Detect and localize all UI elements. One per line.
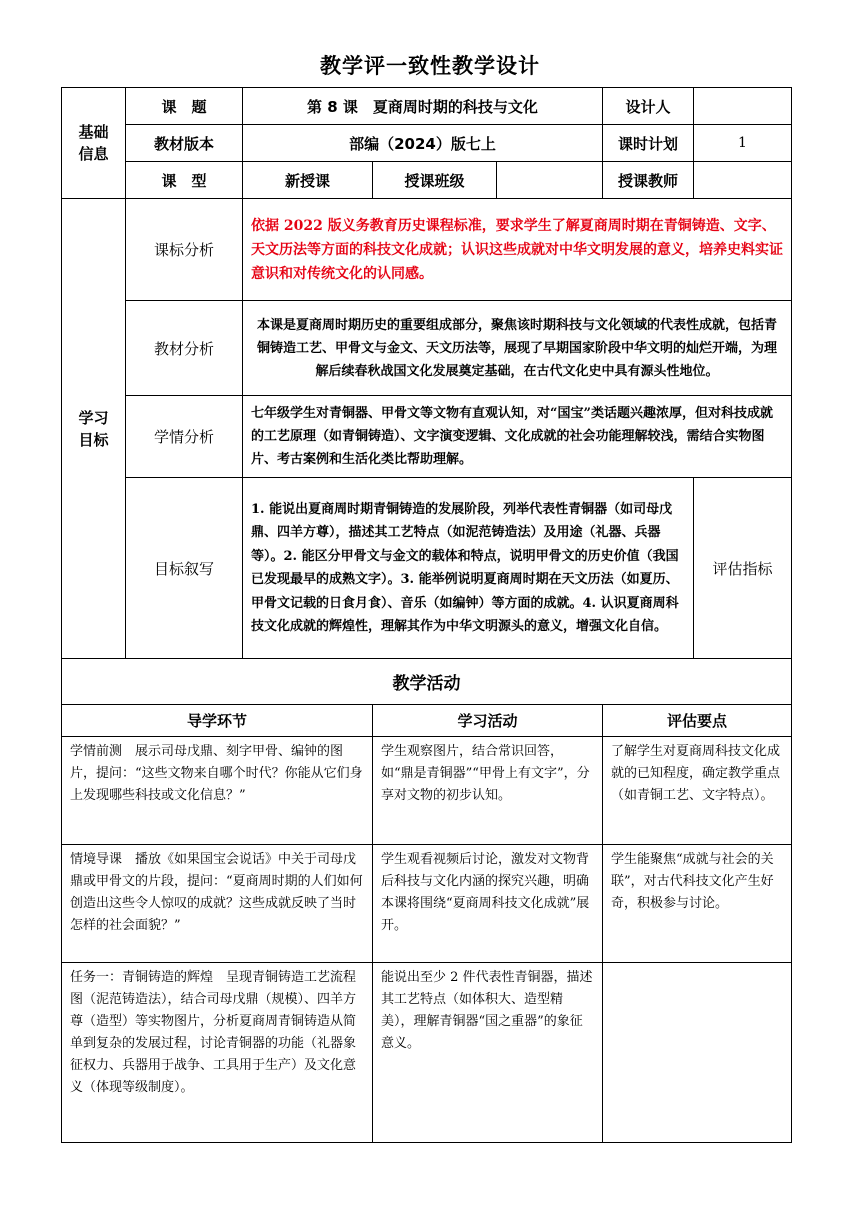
designer-value — [694, 88, 792, 125]
textbook-version-label: 教材版本 — [126, 125, 243, 162]
textbook-version-value: 部编（2024）版七上 — [243, 125, 603, 162]
assessment-cell — [603, 963, 792, 1143]
basic-row-3 — [62, 162, 792, 199]
table-row — [62, 963, 792, 1143]
basic-row-2 — [62, 125, 792, 162]
designer-label: 设计人 — [603, 88, 694, 125]
basic-row-1 — [62, 88, 792, 125]
lesson-title-value: 第 8 课 夏商周时期的科技与文化 — [243, 88, 603, 125]
column-header-assessment: 评估要点 — [603, 705, 792, 737]
curriculum-analysis-text: 依据 2022 版义务教育历史课程标准，要求学生了解夏商周时期在青铜铸造、文字、天文历法等方面的科技文化成就；认识这些成就对中华文明发展的意义，培养史料实证意识和对传统文化的认同感。 — [243, 199, 792, 301]
curriculum-row — [62, 199, 792, 301]
lesson-type-label: 课 型 — [126, 162, 243, 199]
guide-cell: 任务一：青铜铸造的辉煌 呈现青铜铸造工艺流程图（泥范铸造法），结合司母戊鼎（规模）、四羊方尊（造型）等实物图片，分析夏商周青铜铸造从简单到复杂的发展过程，讨论青铜器的功能（礼器象征权力、兵器用于战争、工具用于生产）及文化意义（体现等级制度）。 — [62, 963, 373, 1143]
assessment-indicator-label: 评估指标 — [694, 478, 792, 659]
lesson-title-label: 课 题 — [126, 88, 243, 125]
period-plan-label: 课时计划 — [603, 125, 694, 162]
objectives-label: 目标叙写 — [126, 478, 243, 659]
column-header-activity: 学习活动 — [373, 705, 603, 737]
lesson-design-table — [61, 87, 792, 1143]
guide-cell: 情境导课 播放《如果国宝会说话》中关于司母戊鼎或甲骨文的片段，提问：“夏商周时期的人们如何创造出这些令人惊叹的成就？这些成就反映了当时怎样的社会面貌？” — [62, 845, 373, 963]
assessment-cell: 学生能聚焦“成就与社会的关联”，对古代科技文化产生好奇，积极参与讨论。 — [603, 845, 792, 963]
basic-info-label: 基础信息 — [62, 88, 126, 199]
activities-column-header-row — [62, 705, 792, 737]
table-row — [62, 845, 792, 963]
learner-analysis-text: 七年级学生对青铜器、甲骨文等文物有直观认知，对“国宝”类话题兴趣浓厚，但对科技成就的工艺原理（如青铜铸造）、文字演变逻辑、文化成就的社会功能理解较浅，需结合实物图片、考古案例和生活化类比帮助理解。 — [243, 396, 792, 478]
activity-cell: 学生观察图片，结合常识回答，如“鼎是青铜器”“甲骨上有文字”，分享对文物的初步认知。 — [373, 737, 603, 845]
learner-row — [62, 396, 792, 478]
column-header-guide: 导学环节 — [62, 705, 373, 737]
textbook-analysis-text: 本课是夏商周时期历史的重要组成部分，聚焦该时期科技与文化领域的代表性成就，包括青铜铸造工艺、甲骨文与金文、天文历法等，展现了早期国家阶段中华文明的灿烂开端，为理解后续春秋战国文化发展奠定基础，在古代文化史中具有源头性地位。 — [243, 301, 792, 396]
learner-analysis-label: 学情分析 — [126, 396, 243, 478]
teacher-label: 授课教师 — [603, 162, 694, 199]
document-title: 教学评一致性教学设计 — [320, 54, 540, 78]
activities-heading: 教学活动 — [62, 659, 792, 705]
curriculum-analysis-label: 课标分析 — [126, 199, 243, 301]
assessment-cell: 了解学生对夏商周科技文化成就的已知程度，确定教学重点（如青铜工艺、文字特点）。 — [603, 737, 792, 845]
class-value — [497, 162, 603, 199]
period-plan-value: 1 — [694, 125, 792, 162]
learning-goals-label: 学习目标 — [62, 199, 126, 659]
table-row — [62, 737, 792, 845]
textbook-analysis-label: 教材分析 — [126, 301, 243, 396]
teacher-value — [694, 162, 792, 199]
class-label: 授课班级 — [373, 162, 497, 199]
objectives-text: 1. 能说出夏商周时期青铜铸造的发展阶段，列举代表性青铜器（如司母戊鼎、四羊方尊），描述其工艺特点（如泥范铸造法）及用途（礼器、兵器等）。2. 能区分甲骨文与金文的载体和特点，说明甲骨文的历史价值（我国已发现最早的成熟文字）。3. 能举例说明夏商周时期在天文历法（如夏历、甲骨文记载的日食月食）、音乐（如编钟）等方面的成就。4. 认识夏商周科技文化成就的辉煌性，理解其作为中华文明源头的意义，增强文化自信。 — [243, 478, 694, 659]
lesson-type-value: 新授课 — [243, 162, 373, 199]
activities-heading-row — [62, 659, 792, 705]
activity-cell: 能说出至少 2 件代表性青铜器，描述其工艺特点（如体积大、造型精美），理解青铜器“国之重器”的象征意义。 — [373, 963, 603, 1143]
guide-cell: 学情前测 展示司母戊鼎、刻字甲骨、编钟的图片，提问：“这些文物来自哪个时代？你能从它们身上发现哪些科技或文化信息？” — [62, 737, 373, 845]
textbook-row — [62, 301, 792, 396]
objectives-row — [62, 478, 792, 659]
activity-cell: 学生观看视频后讨论，激发对文物背后科技与文化内涵的探究兴趣，明确本课将围绕“夏商周科技文化成就”展开。 — [373, 845, 603, 963]
